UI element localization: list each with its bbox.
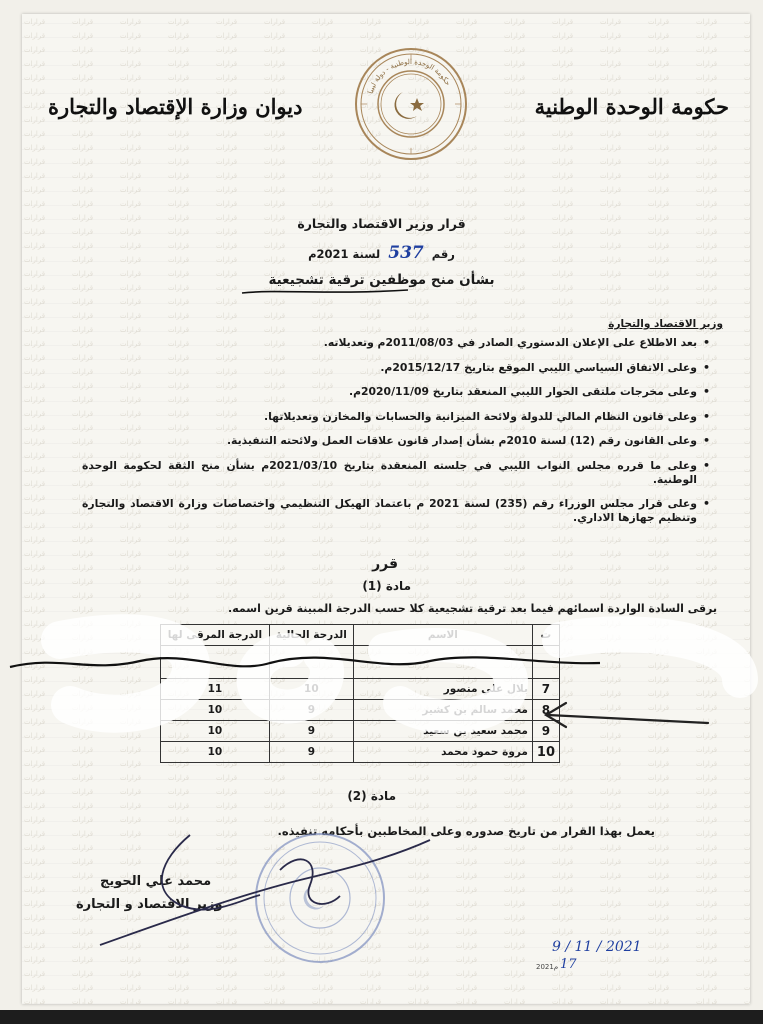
row-name: محمد سالم بن كشير [353,700,532,721]
clause: • بعد الاطلاع على الإعلان الدستوري الصادر في 2011/08/03م وتعديلاته. [82,336,697,350]
row-new: 11 [161,679,270,700]
table-header-row [161,625,560,646]
handwritten-signature [90,800,470,960]
svg-text:حكومة الوحدة الوطنية - دولة لي [366,58,452,95]
clause: • وعلى مخرجات ملتقى الحوار الليبي المنعقد بتاريخ 2020/11/09م. [82,385,697,399]
col-header-current: الدرجة الحالية [269,625,353,646]
row-no: 9 [532,721,559,742]
row-current: 9 [269,742,353,763]
col-header-name: الاسم [353,625,532,646]
row-name: بلال علي منصور [353,679,532,700]
row-new: 10 [161,742,270,763]
decree-number: 537 [388,243,424,263]
clause: • وعلى قانون النظام المالي للدولة ولائحة الميزانية والحسابات والمخازن وتعديلاتها. [82,410,697,424]
header-ministry: ديوان وزارة الإقتصاد والتجارة [48,94,303,119]
article-1-text: يرقى السادة الواردة اسمائهم فيما بعد ترقية تشجيعية كلا حسب الدرجة المبينة قرين اسمه. [228,602,717,615]
decree-subject: بشأن منح موظفين ترقية تشجيعية [268,272,495,288]
table-row [161,700,560,721]
table-row [161,721,560,742]
row-no: 8 [532,700,559,721]
obscured-row-gap [161,646,560,679]
row-current: 9 [269,721,353,742]
table-row [161,679,560,700]
decree-number-line [0,243,763,263]
seal-text: حكومة الوحدة الوطنية - دولة ليبيا [366,57,453,95]
clause: • وعلى الاتفاق السياسي الليبي الموقع بتاريخ 2015/12/17م. [82,361,697,375]
addressee: وزير الاقتصاد والتجارة [608,318,723,330]
row-name: مروة حمود محمد [353,742,532,763]
decision-heading: قرر [372,556,398,572]
article-1-heading: مادة (1) [362,579,411,593]
clause: • وعلى القانون رقم (12) لسنة 2010م بشأن إصدار قانون علاقات العمل ولائحته التنفيذية. [82,434,697,448]
col-header-new: الدرجة المرقى لها [161,625,270,646]
registry-year: 2021م [536,963,559,971]
clause: • وعلى قرار مجلس الوزراء رقم (235) لسنة 2021 م باعتماد الهيكل التنظيمي واختصاصات وزارة الاقتصاد والتجارة وتنظيم جهازها الاداري. [82,497,697,525]
registry-number: 17 [560,957,577,972]
row-no: 7 [532,679,559,700]
registry-box [530,935,650,987]
registry-date: 9 / 11 / 2021 [552,939,642,955]
handwritten-underline [240,285,410,297]
row-new: 10 [161,721,270,742]
decree-year: لسنة 2021م [308,247,381,261]
article-2-heading: مادة (2) [347,789,396,803]
signatory-name: محمد علي الحويج [100,874,212,889]
decree-number-prefix: رقم [431,247,455,261]
signatory-title: وزير الاقتصاد و التجارة [76,897,223,912]
bottom-bar [0,1010,763,1024]
col-header-no: ت [532,625,559,646]
row-name: محمد سعيد بن سعيد [353,721,532,742]
row-no: 10 [532,742,559,763]
row-current: 9 [269,700,353,721]
header-government: حكومة الوحدة الوطنية [534,94,729,119]
promotion-table [160,624,560,763]
row-current: 10 [269,679,353,700]
article-2-text: يعمل بهذا القرار من تاريخ صدوره وعلى المخاطبين بأحكامه تنفيذه. [277,824,655,838]
preamble-clauses [82,336,697,536]
clause: • وعلى ما قرره مجلس النواب الليبي في جلسته المنعقدة بتاريخ 2021/03/10م بشأن منح الثقة لحكومة الوحدة الوطنية. [82,459,697,487]
decree-title: قرار وزير الاقتصاد والتجارة [297,216,466,231]
government-seal [353,46,469,162]
table-row [161,742,560,763]
row-new: 10 [161,700,270,721]
